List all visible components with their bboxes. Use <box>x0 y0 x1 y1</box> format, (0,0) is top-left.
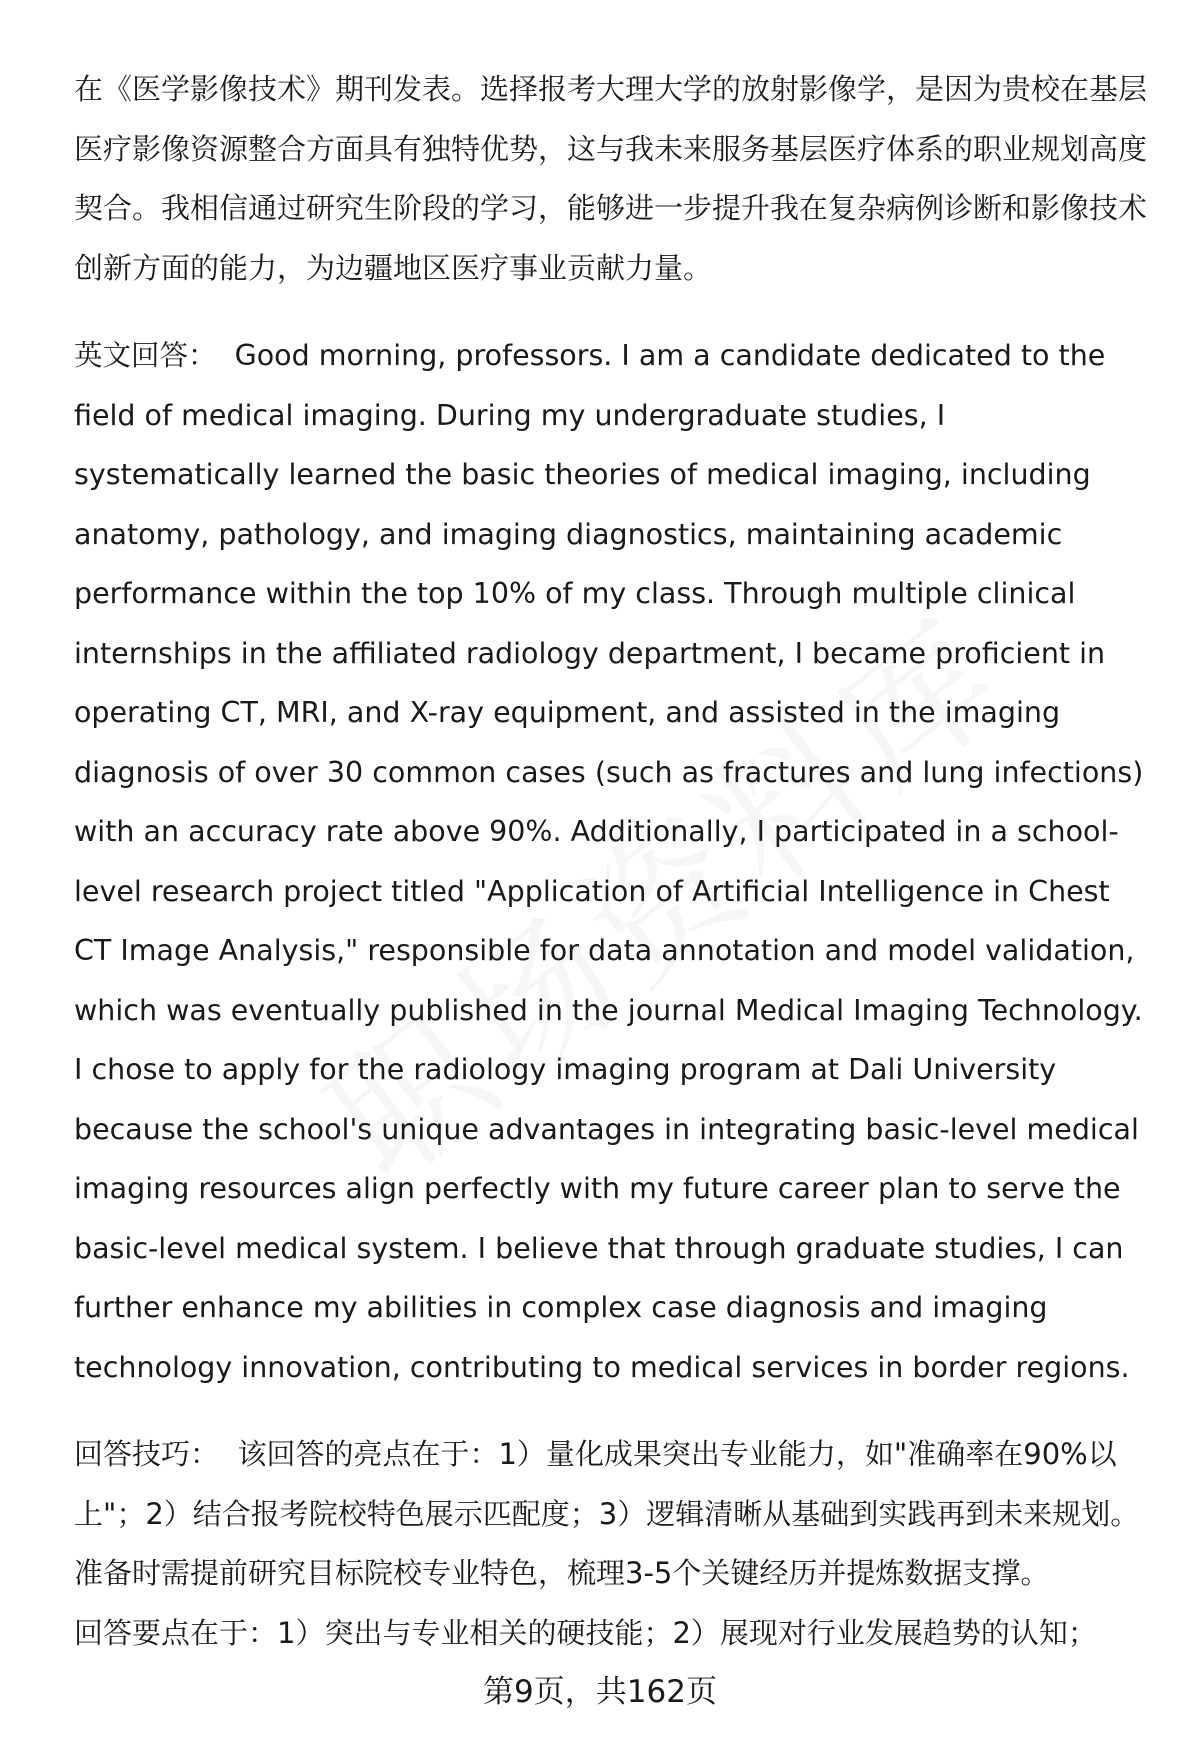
answer-tips-paragraph <box>74 1425 1154 1604</box>
page-number-footer: 第9页，共162页 <box>483 1674 717 1710</box>
english-answer-label: 英文回答： <box>74 339 217 372</box>
answer-points-paragraph: 回答要点在于：1）突出与专业相关的硬技能；2）展现对行业发展趋势的认知； <box>74 1615 1097 1650</box>
intro-cn-paragraph: 在《医学影像技术》期刊发表。选择报考大理大学的放射影像学，是因为贵校在基层医疗影像资源整合方面具有独特优势，这与我未来服务基层医疗体系的职业规划高度契合。我相信通过研究生阶段的学习，能够进一步提升我在复杂病例诊断和影像技术创新方面的能力，为边疆地区医疗事业贡献力量。 <box>74 72 1148 285</box>
answer-tips-text: 该回答的亮点在于：1）量化成果突出专业能力，如"准确率在90%以上"；2）结合报考院校特色展示匹配度；3）逻辑清晰从基础到实践再到未来规划。准备时需提前研究目标院校专业特色，梳理3-5个关键经历并提炼数据支撑。 <box>74 1437 1140 1590</box>
english-answer-text: Good morning, professors. I am a candidate dedicated to the field of medical imaging. During my undergraduate studies, I systematically learned the basic theories of medical imaging, including anatomy, pathology, and imaging diagnostics, maintaining academic performance within the top 10% of my class. Through multiple clinical internships in the affiliated radiology department, I became proficient in operating CT, MRI, and X-ray equipment, and assisted in the imaging diagnosis of over 30 common cases (such as fractures and lung infections) with an accuracy rate above 90%. Additionally, I participated in a school-level research project titled "Application of Artificial Intelligence in Chest CT Image Analysis," responsible for data annotation and model validation, which was eventually published in the journal Medical Imaging Technology. I chose to apply for the radiology imaging program at Dali University because the school's unique advantages in integrating basic-level medical imaging resources align perfectly with my future career plan to serve the basic-level medical system. I believe that through graduate studies, I can further enhance my abilities in complex case diagnosis and imaging technology innovation, contributing to medical services in border regions. <box>74 339 1144 1384</box>
english-answer-paragraph <box>74 326 1154 1397</box>
document-page <box>74 60 1154 1663</box>
answer-tips-label: 回答技巧： <box>74 1437 220 1471</box>
